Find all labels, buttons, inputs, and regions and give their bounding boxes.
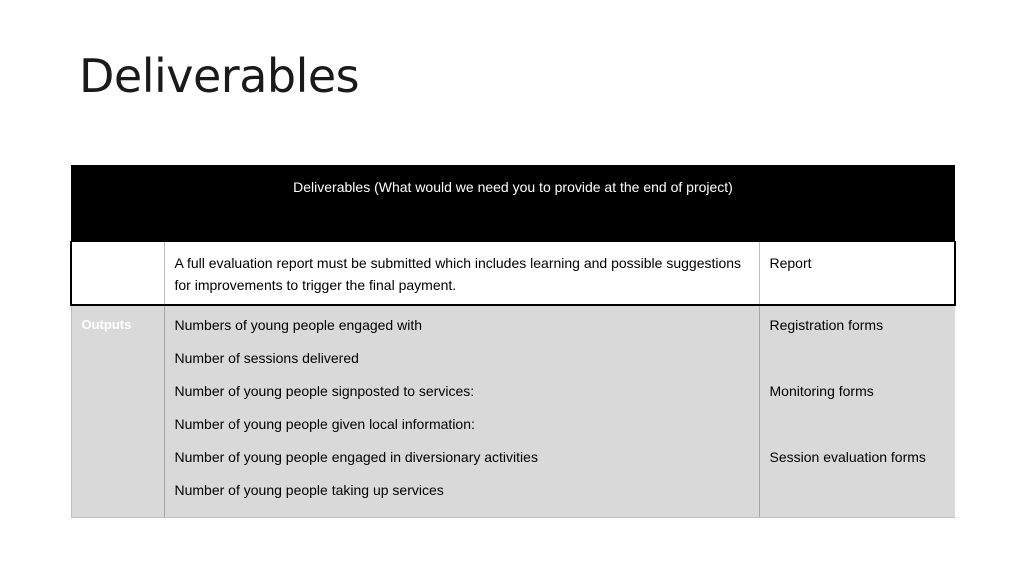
report-evidence-cell <box>759 241 955 305</box>
evidence-item: Session evaluation forms <box>769 449 926 465</box>
report-description: A full evaluation report must be submitted which includes learning and possible suggestions for improvements to trigger the final payment. <box>174 254 742 293</box>
report-label-cell <box>71 241 164 305</box>
evidence-item: Monitoring forms <box>769 383 874 399</box>
list-item: Number of young people given local information: <box>174 416 475 432</box>
evidence-item: Registration forms <box>769 317 884 333</box>
outputs-items-cell <box>164 305 759 517</box>
list-item: Number of sessions delivered <box>174 350 359 366</box>
slide-title: Deliverables <box>79 49 360 103</box>
table-row-outputs <box>71 305 955 517</box>
list-item: Number of young people engaged in diversionary activities <box>174 449 538 465</box>
deliverables-table <box>70 165 956 518</box>
table-header: Deliverables (What would we need you to provide at the end of project) <box>71 165 955 241</box>
outputs-evidence-list <box>760 306 956 514</box>
table-header-row <box>71 165 955 241</box>
list-item: Number of young people signposted to services: <box>174 383 475 399</box>
table-row-report <box>71 241 955 305</box>
outputs-evidence-cell <box>759 305 955 517</box>
outputs-label-cell <box>71 305 164 517</box>
list-item: Number of young people taking up services <box>174 482 444 498</box>
list-item: Numbers of young people engaged with <box>174 317 423 333</box>
outputs-label: Outputs <box>81 317 132 332</box>
report-description-cell <box>164 241 759 305</box>
report-evidence: Report <box>769 254 812 271</box>
report-label <box>72 242 164 252</box>
outputs-list <box>165 306 759 514</box>
